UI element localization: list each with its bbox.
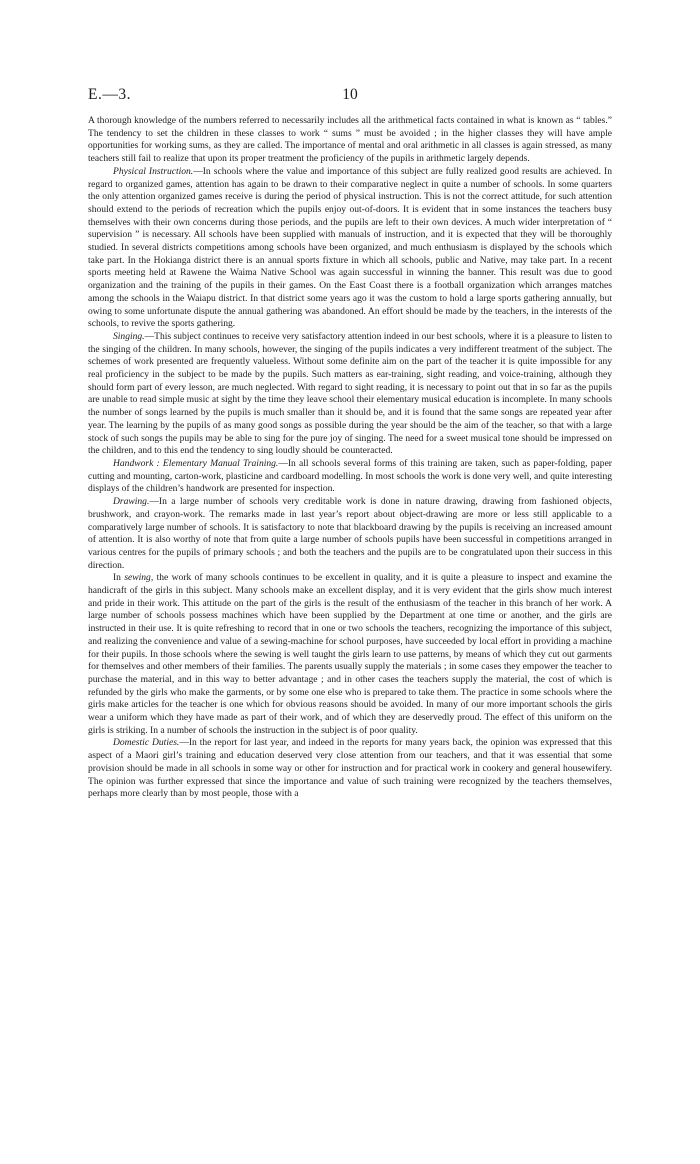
paragraph-drawing xyxy=(88,496,612,572)
section-heading: Physical Instruction. xyxy=(113,165,194,177)
paragraph-arithmetic xyxy=(88,115,612,166)
paragraph-text: the work of many schools continues to be excellent in quality, and it is quite a pleasure to inspect and examine the handicraft of the girls in this subject. Many schools make an excellent display, and it is very evident that the girls show much interest and pride in their work. This attitude on the part of the girls is the result of the enthusiasm of the teacher in this branch of her work. A large number of schools possess machines which have been supplied by the Department at one time or another, and the girls are instructed in their use. It is quite refreshing to record that in one or two schools the teachers, recognizing the importance of this subject, and realizing the convenience and value of a sewing-machine for school purposes, have succeeded by local effort in providing a machine for their pupils. In those schools where the sewing is well taught the girls learn to use patterns, by means of which they cut out garments for themselves and other members of their families. The parents usually supply the materials ; in some cases they empower the teacher to purchase the material, and in this way to better advantage ; and in other cases the teachers supply the material, the cost of which is refunded by the girls who make the garments, or by some one else who is prepared to take them. The practice in some schools where the girls make articles for the teacher is one which for obvious reasons should be avoided. In many of our more important schools the girls wear a uniform which they have made as part of their work, and of which they are deservedly proud. The effect of this uniform on the girls is striking. In a number of schools the instruction in the subject is of poor quality. xyxy=(88,572,613,736)
paragraph-singing xyxy=(88,331,612,458)
section-heading: Handwork : Elementary Manual Training. xyxy=(113,457,279,469)
paragraph-text: —In all schools several forms of this training are taken, such as paper-folding, paper cutting and mounting, carton-work, plasticine and cardboard modelling. In most schools the work is done very well, and quite interesting displays of the children’s handwork are presented for inspection. xyxy=(88,457,612,495)
paragraph-text: —In the report for last year, and indeed in the reports for many years back, the opinion was expressed that this aspect of a Maori girl’s training and education deserved very close attention from our teachers, and that it was essential that some provision should be made in all schools in some way or other for instruction and for practical work in cookery and general housewifery. The opinion was further expressed that since the importance and value of such training were recognized by the teachers themselves, perhaps more clearly than by most people, those with a xyxy=(88,737,612,800)
paragraph-text: —In a large number of schools very creditable work is done in nature drawing, drawing from fashioned objects, brushwork, and crayon-work. The remarks made in last year’s report about object-drawing are more or less still applicable to a comparatively large number of schools. It is satisfactory to note that blackboard drawing by the pupils is receiving an increased amount of attention. It is also worthy of note that from quite a large number of schools pupils have been successful in competitions arranged in various centres for the pupils of primary schools ; and both the teachers and the pupils are to be congratulated upon their success in this direction. xyxy=(88,496,612,571)
page-number: 10 xyxy=(342,86,358,103)
section-heading: Singing. xyxy=(113,330,145,342)
document-reference: E.—3. xyxy=(88,86,131,103)
section-heading: sewing, xyxy=(124,572,154,584)
paragraph-text: —In schools where the value and importance of this subject are fully realized good results are achieved. In regard to organized games, attention has again to be drawn to their comparative neglect in quite a number of schools. In some quarters the only attention organized games receive is during the period of physical instruction. This is not the correct attitude, for such attention should extend to the periods of recreation which the pupils enjoy out-of-doors. It is evident that in some instances the teachers busy themselves with their own concerns during those periods, and the pupils are left to their own devices. A much wider interpretation of “ supervision ” is necessary. All schools have been supplied with manuals of instruction, and it is expected that they will be thoroughly studied. In several districts competitions among schools have been organized, and much enthusiasm is displayed by the schools which take part. In the Hokianga district there is an annual sports fixture in which all schools, public and Native, may take part. In a recent sports meeting held at Rawene the Waima Native School was again successful in winning the banner. This result was due to good organization and the training of the pupils in their games. On the East Coast there is a football organization which arranges matches among the schools in the Waiapu district. In that district some years ago it was the custom to hold a large sports gathering annually, but owing to some unfortunate dispute the annual gathering was abandoned. An effort should be made by the teachers, in the interests of the schools, to revive the sports gathering. xyxy=(88,165,612,330)
paragraph-physical-instruction xyxy=(88,166,612,331)
paragraph-domestic-duties xyxy=(88,737,612,801)
paragraph-text: A thorough knowledge of the numbers referred to necessarily includes all the arithmetical facts contained in what is known as “ tables.” The tendency to set the children in these classes to work “ sums ” must be avoided ; in the higher classes they will have ample opportunities for working sums, as they are called. The importance of mental and oral arithmetic in all classes is again stressed, as many teachers still fail to realize that upon its proper treatment the proficiency of the pupils in arithmetic largely depends. xyxy=(88,115,612,165)
section-heading: Drawing. xyxy=(113,496,150,508)
page-header xyxy=(88,86,612,108)
body-text xyxy=(88,115,612,801)
section-heading: Domestic Duties. xyxy=(113,737,180,749)
paragraph-handwork xyxy=(88,458,612,496)
paragraph-sewing xyxy=(88,572,612,737)
paragraph-lead: In xyxy=(113,572,125,584)
paragraph-text: —This subject continues to receive very satisfactory attention indeed in our best schools, where it is a pleasure to listen to the singing of the children. In many schools, however, the singing of the pupils indicates a very indifferent treatment of the subject. The schemes of work presented are frequently valueless. Without some definite aim on the part of the teacher it is quite impossible for any real proficiency in the subject to be made by the pupils. Such matters as ear-training, sight reading, and voice-training, although they should form part of every lesson, are much neglected. With regard to sight reading, it is necessary to point out that in so far as the pupils are unable to read simple music at sight by the time they leave school their elementary musical education is incomplete. In many schools the number of songs learned by the pupils is much smaller than it should be, and it is found that the same songs are repeated year after year. The learning by the pupils of as many good songs as possible during the year should be the aim of the teacher, so that with a large stock of such songs the pupils may be able to sing for the pure joy of singing. The need for a sweet musical tone should be impressed on the children, and to this end the tendency to sing loudly should be counteracted. xyxy=(88,330,612,457)
